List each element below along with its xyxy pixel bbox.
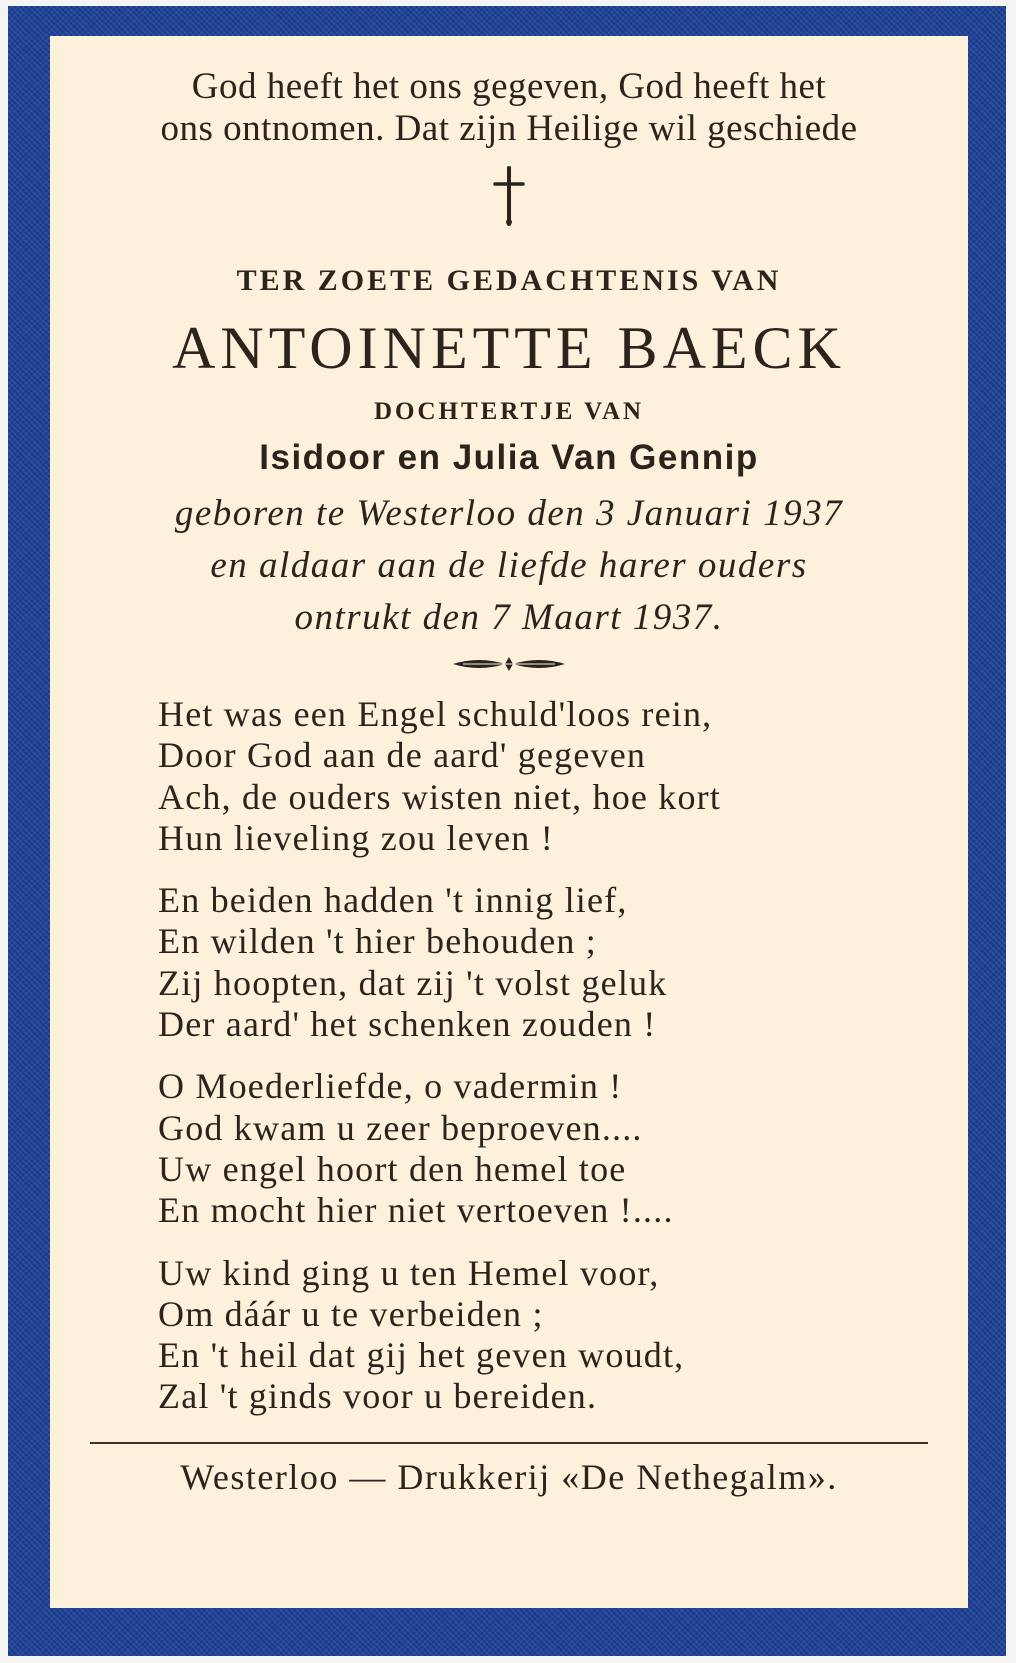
poem-line: En wilden 't hier behouden ; — [158, 921, 597, 962]
quote-line: God heeft het ons gegeven, God heeft het — [191, 66, 827, 107]
quote-line: ons ontnomen. Dat zijn Heilige wil geschiede — [160, 108, 858, 149]
poem-line: Door God aan de aard' gegeven — [158, 735, 647, 776]
death-line: ontrukt den 7 Maart 1937. — [294, 597, 724, 638]
poem-line: Uw kind ging u ten Hemel voor, — [158, 1252, 660, 1293]
opening-quote — [50, 66, 968, 150]
poem-stanza — [158, 1253, 948, 1418]
poem-line: En beiden hadden 't innig lief, — [158, 880, 628, 921]
poem-stanza — [158, 1066, 948, 1231]
poem-line: Zal 't ginds voor u bereiden. — [158, 1376, 598, 1417]
poem-line: O Moederliefde, o vadermin ! — [158, 1066, 623, 1107]
footer-divider — [90, 1442, 928, 1444]
deceased-name: ANTOINETTE BAECK — [172, 315, 846, 381]
poem-stanza — [158, 880, 948, 1045]
printer-imprint: Westerloo — Drukkerij «De Nethegalm». — [180, 1457, 838, 1497]
memorial-card — [50, 36, 968, 1608]
poem-line: En mocht hier niet vertoeven !.... — [158, 1190, 674, 1231]
poem-line: Ach, de ouders wisten niet, hoe kort — [158, 776, 722, 817]
parents-names: Isidoor en Julia Van Gennip — [259, 438, 759, 477]
memorial-heading: TER ZOETE GEDACHTENIS VAN — [236, 264, 782, 297]
relation-heading: DOCHTERTJE VAN — [373, 398, 645, 425]
place-line: en aldaar aan de liefde harer ouders — [210, 545, 808, 586]
birth-death-text — [50, 488, 968, 644]
birth-line: geboren te Westerloo den 3 Januari 1937 — [174, 493, 844, 534]
latin-cross-icon — [50, 166, 968, 233]
poem-line: Zij hoopten, dat zij 't volst geluk — [158, 962, 668, 1003]
poem-line: En 't heil dat gij het geven woudt, — [158, 1335, 685, 1376]
poem — [158, 694, 948, 1439]
poem-line: Het was een Engel schuld'loos rein, — [158, 694, 713, 734]
poem-line: God kwam u zeer beproeven.... — [158, 1107, 643, 1148]
poem-stanza — [158, 694, 948, 859]
poem-line: Om dáár u te verbeiden ; — [158, 1293, 544, 1334]
poem-line: Hun lieveling zou leven ! — [158, 817, 554, 858]
poem-line: Der aard' het schenken zouden ! — [158, 1004, 657, 1045]
poem-line: Uw engel hoort den hemel toe — [158, 1148, 627, 1189]
flourish-divider-icon — [50, 654, 968, 679]
